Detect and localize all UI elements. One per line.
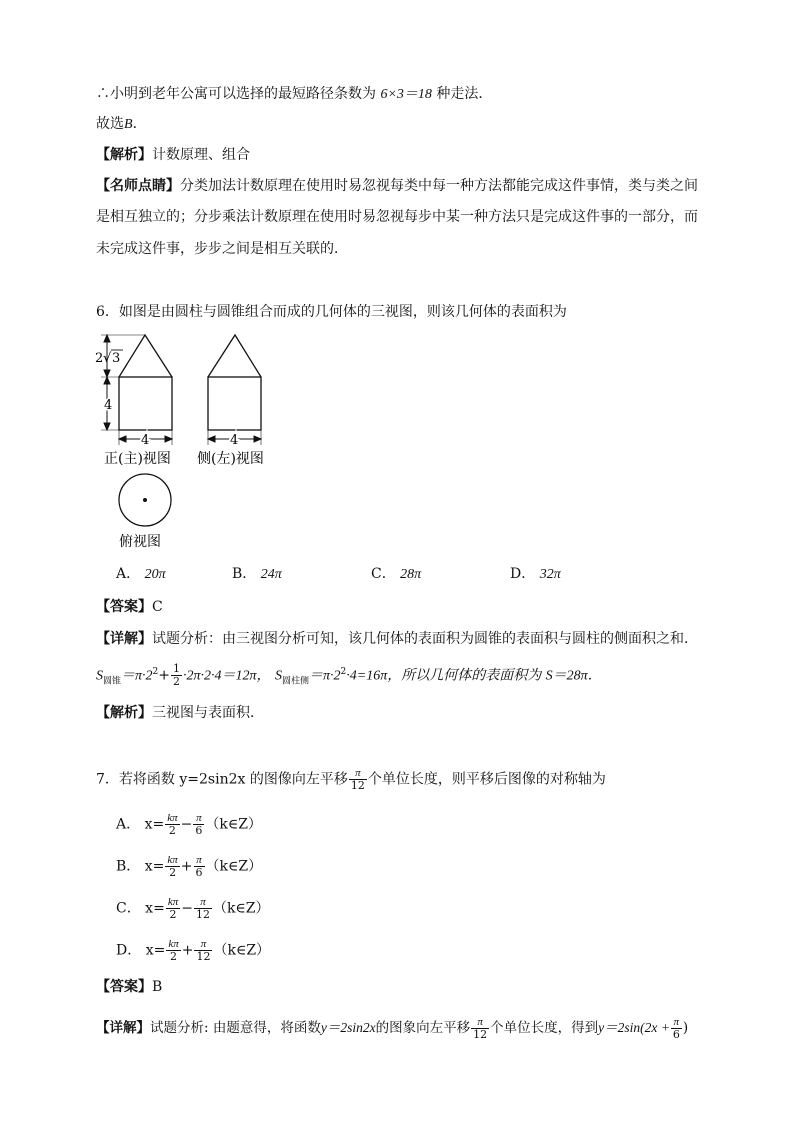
detail-text: 试题分析：由三视图分析可知，该几何体的表面积为圆锥的表面积与圆柱的侧面积之和．: [152, 631, 698, 647]
frac-num: kπ: [167, 854, 178, 866]
conclusion-text: ∴小明到老年公寓可以选择的最短路径条数为: [96, 86, 376, 102]
side-view-label: 侧(左)视图: [197, 451, 264, 467]
detail-post: 个单位长度，得到: [490, 1020, 599, 1036]
q6-option-b[interactable]: [232, 564, 282, 585]
conclusion-line: [96, 84, 492, 105]
detail-tag: 【详解】: [96, 631, 152, 647]
frac-den: 2: [168, 824, 176, 837]
option-lhs: x=: [145, 900, 165, 917]
answer-value: B: [152, 979, 163, 995]
s1-symbol: S: [96, 668, 103, 684]
option-frac-2: [194, 896, 212, 921]
frac-num: π: [194, 938, 212, 951]
frac-den: 12: [195, 908, 210, 921]
choose-period: ．: [132, 116, 147, 132]
answer-tag: 【答案】: [96, 979, 152, 995]
three-view-figure: [90, 330, 290, 555]
detail-pre: 试题分析: 由题意得，将函数: [150, 1020, 321, 1036]
q7-option-a[interactable]: [116, 812, 262, 837]
option-lhs: x=: [144, 858, 165, 875]
total-area: S＝28π．: [545, 668, 602, 684]
shift-num: π: [349, 767, 367, 780]
frac-num: π: [193, 812, 204, 825]
answer-value: C: [152, 599, 163, 615]
answer-tag: 【答案】: [96, 599, 152, 615]
option-frac-1: [166, 938, 180, 963]
frac-den: 6: [195, 824, 203, 837]
option-letter: A．: [116, 566, 141, 582]
s1-part-a: ＝π·2: [121, 668, 153, 684]
frac-num: kπ: [168, 938, 179, 950]
sqrt-sign: √: [103, 351, 112, 366]
q7-detail-line: [96, 1016, 688, 1041]
option-lhs: x=: [144, 816, 165, 833]
detail-result-close: ): [682, 1020, 689, 1036]
detail-mid: 的图象向左平移: [375, 1020, 471, 1036]
option-frac-2: [193, 812, 204, 837]
side-cylinder: [208, 377, 261, 430]
detail-tag: 【详解】: [96, 1020, 150, 1036]
frac-num: kπ: [167, 896, 179, 908]
option-op: −: [181, 900, 193, 917]
front-cone: [119, 335, 172, 377]
side-cone: [208, 335, 261, 377]
frac-den: 6: [195, 866, 203, 879]
q7-stem-post: 个单位长度，则平移后图像的对称轴为: [367, 771, 606, 788]
q7-option-d[interactable]: [116, 938, 270, 963]
dim-width-side: 4: [230, 433, 239, 448]
option-letter: B．: [116, 858, 141, 875]
q7-option-b[interactable]: [116, 854, 262, 879]
frac-num: π: [194, 854, 205, 867]
option-value: 32π: [539, 567, 561, 582]
tip-tag: 【名师点睛】: [96, 178, 180, 194]
tip-line-1: [96, 176, 698, 196]
shift-den: 12: [350, 779, 365, 792]
detail-result: y＝2sin(2x +: [598, 1020, 670, 1035]
dim-cone-height-rad: 3: [112, 351, 121, 366]
q7-stem-pre: 7．若将函数 y=2sin2x 的图像向左平移: [96, 771, 348, 788]
conclusion-tail: 种走法．: [436, 86, 493, 102]
top-view-center: [143, 498, 147, 502]
conclusion-math: 6×3＝18: [380, 87, 432, 102]
front-view: [119, 335, 172, 430]
frac-num: kπ: [167, 812, 178, 824]
dim-cyl-height: 4: [104, 398, 113, 413]
detail-func: y＝2sin2x: [320, 1020, 376, 1035]
option-value: 28π: [400, 567, 422, 582]
top-view-label: 俯视图: [119, 534, 161, 550]
q6-stem-text: 6．如图是由圆柱与圆锥组合而成的几何体的三视图，则该几何体的表面积为: [96, 304, 567, 320]
q6-detail-line: [96, 629, 698, 649]
s2-part-a: ＝π·2: [309, 668, 341, 684]
option-frac-2: [194, 854, 205, 879]
option-op: +: [180, 858, 193, 875]
tip-text-3: 未完成这件事，步步之间是相互关联的．: [96, 241, 348, 257]
q6-stem: [96, 302, 567, 322]
dim-width-front: 4: [141, 433, 150, 448]
option-tail: （k∈Z）: [213, 942, 271, 959]
side-view: [208, 335, 261, 430]
s2-exponent: 2: [340, 667, 347, 677]
q5-jiexi-line: [96, 145, 250, 165]
tip-line-3: [96, 239, 348, 259]
choose-line: [96, 114, 147, 135]
jiexi-text: 计数原理、组合: [152, 147, 250, 163]
vertical-dimension: [101, 335, 145, 430]
q6-option-d[interactable]: [510, 564, 561, 585]
q6-formula-line: [96, 662, 602, 691]
option-frac-1: [166, 896, 180, 921]
option-op: −: [180, 816, 193, 833]
detail-shift-fraction: [471, 1016, 489, 1041]
detail-result-fraction: [671, 1016, 682, 1041]
tip-text-2: 是相互独立的；分步乘法计数原理在使用时易忽视每步中某一种方法只是完成这件事的一部分，而: [96, 209, 698, 225]
frac-den: 6: [672, 1028, 680, 1041]
jiexi-tag: 【解析】: [96, 147, 152, 163]
option-letter: C．: [116, 900, 141, 917]
option-frac-1: [165, 812, 179, 837]
option-letter: B．: [232, 566, 257, 582]
option-frac-2: [194, 938, 212, 963]
s1-part-c: ·2π·2·4＝12π，: [183, 668, 271, 684]
frac-num: π: [471, 1016, 489, 1029]
option-tail: （k∈Z）: [205, 858, 263, 875]
q6-jiexi-line: [96, 703, 264, 723]
option-value: 24π: [260, 567, 282, 582]
frac-den: 2: [169, 908, 177, 921]
s1-plus: +: [158, 667, 170, 684]
option-letter: A．: [116, 816, 141, 833]
front-cylinder: [119, 377, 172, 430]
half-num: 1: [173, 662, 180, 676]
tip-line-2: [96, 207, 698, 227]
frac-num: π: [194, 896, 212, 909]
q6-answer-line: [96, 597, 163, 617]
frac-num: π: [671, 1016, 682, 1029]
s1-exponent: 2: [152, 667, 159, 677]
q6-option-a[interactable]: [116, 564, 166, 585]
option-frac-1: [165, 854, 179, 879]
s2-part-b: ·4=16π，所以几何体的表面积为: [346, 668, 542, 684]
option-value: 20π: [144, 567, 166, 582]
option-letter: C．: [371, 566, 396, 582]
half-den: 2: [173, 675, 180, 689]
option-op: +: [181, 942, 194, 959]
q7-option-c[interactable]: [116, 896, 270, 921]
tip-text-1: 分类加法计数原理在使用时易忽视每类中每一种方法都能完成这件事情，类与类之间: [180, 178, 698, 194]
option-lhs: x=: [145, 942, 166, 959]
choose-letter: B: [124, 117, 133, 132]
frac-den: 2: [169, 866, 177, 879]
jiexi-text: 三视图与表面积．: [152, 705, 264, 721]
shift-fraction: [349, 767, 367, 792]
frac-den: 2: [170, 950, 178, 963]
s2-symbol: S: [274, 668, 282, 684]
option-letter: D．: [116, 942, 142, 959]
option-tail: （k∈Z）: [212, 900, 270, 917]
s1-subscript: 圆锥: [103, 676, 122, 687]
option-tail: （k∈Z）: [205, 816, 262, 833]
dim-cone-height-coef: 2: [95, 351, 104, 366]
choose-text: 故选: [96, 116, 124, 132]
front-view-label: 正(主)视图: [104, 451, 171, 467]
option-letter: D．: [510, 566, 536, 582]
q6-option-c[interactable]: [371, 564, 421, 585]
q7-answer-line: [96, 977, 162, 997]
frac-den: 12: [196, 950, 211, 963]
q7-stem: [96, 767, 606, 792]
frac-den: 12: [473, 1028, 488, 1041]
half-fraction: [171, 663, 182, 688]
s2-subscript: 圆柱侧: [281, 676, 309, 687]
jiexi-tag: 【解析】: [96, 705, 152, 721]
